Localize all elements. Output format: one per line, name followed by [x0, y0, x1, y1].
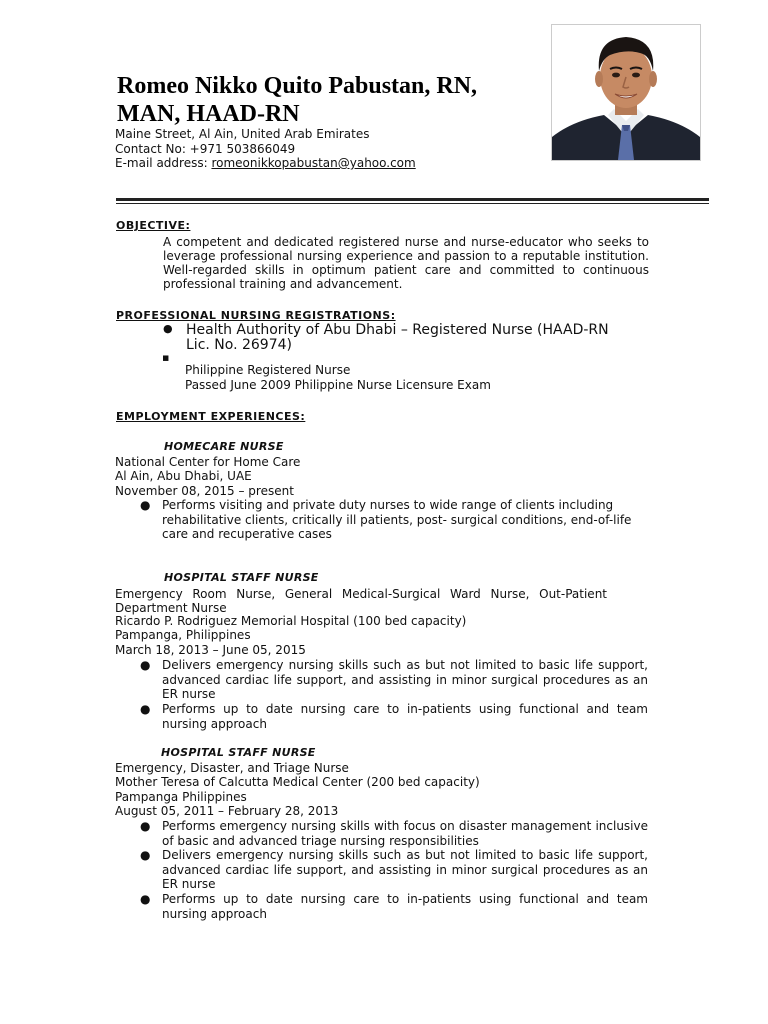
- email-row: [115, 156, 416, 171]
- header-divider-thin: [116, 203, 709, 204]
- address: Maine Street, Al Ain, United Arab Emirates: [115, 127, 370, 141]
- job3-duty-3-text: Performs up to date nursing care to in-patients using functional and team nursing approach: [162, 892, 648, 921]
- job3-title: HOSPITAL STAFF NURSE: [161, 746, 316, 759]
- job3-duty-2-text: Delivers emergency nursing skills such as but not limited to basic life support, advanced cardiac life support, and assisting in minor surgical procedures as an ER nurse: [162, 848, 648, 891]
- bullet-dot: ●: [140, 892, 151, 906]
- registration-prc-detail: Passed June 2009 Philippine Nurse Licensure Exam: [185, 378, 491, 392]
- bullet-dot: ●: [140, 848, 151, 862]
- name-line-2: MAN, HAAD-RN: [117, 101, 300, 127]
- job2-employer: Ricardo P. Rodriguez Memorial Hospital (100 bed capacity): [115, 614, 467, 628]
- job2-duty-2-text: Performs up to date nursing care to in-patients using functional and team nursing approach: [162, 702, 648, 731]
- employment-heading: EMPLOYMENT EXPERIENCES:: [116, 410, 306, 423]
- job2-duty-1: [140, 658, 648, 702]
- profile-photo-image: [552, 25, 700, 160]
- job1-dates: November 08, 2015 – present: [115, 484, 294, 498]
- job3-role: Emergency, Disaster, and Triage Nurse: [115, 761, 349, 775]
- email-link[interactable]: romeonikkopabustan@yahoo.com: [211, 156, 416, 170]
- job2-title: HOSPITAL STAFF NURSE: [164, 571, 319, 584]
- job2-location: Pampanga, Philippines: [115, 628, 251, 642]
- profile-photo: [551, 24, 701, 161]
- job1-location: Al Ain, Abu Dhabi, UAE: [115, 469, 252, 483]
- header-divider-thick: [116, 198, 709, 201]
- registration-bullet-1: ●: [163, 322, 173, 335]
- job2-role: Emergency Room Nurse, General Medical-Surgical Ward Nurse, Out-Patient Department Nurse: [115, 587, 607, 615]
- registration-item-haad: Health Authority of Abu Dhabi – Registered Nurse (HAAD-RN Lic. No. 26974): [186, 322, 609, 353]
- contact-block: [115, 127, 416, 171]
- registration-bullet-2: ▪: [162, 351, 170, 364]
- candidate-name: [117, 72, 537, 128]
- job1-duty-1: [140, 498, 640, 542]
- job2-dates: March 18, 2013 – June 05, 2015: [115, 643, 306, 657]
- job3-location: Pampanga Philippines: [115, 790, 247, 804]
- job1-employer: National Center for Home Care: [115, 455, 301, 469]
- bullet-dot: ●: [140, 658, 151, 672]
- job1-duty-1-text: Performs visiting and private duty nurses to wide range of clients including rehabilitative clients, critically ill patients, post- surgical conditions, end-of-life care and recuperative cases: [162, 498, 632, 541]
- contact-number: Contact No: +971 503866049: [115, 141, 296, 156]
- job2-duty-1-text: Delivers emergency nursing skills such as but not limited to basic life support, advanced cardiac life support, and assisting in minor surgical procedures as an ER nurse: [162, 658, 648, 701]
- email-label: E-mail address:: [115, 156, 212, 170]
- registration-item-prc: [185, 363, 491, 393]
- job3-employer: Mother Teresa of Calcutta Medical Center (200 bed capacity): [115, 775, 480, 789]
- bullet-dot: ●: [140, 702, 151, 716]
- job1-title: HOMECARE NURSE: [164, 440, 284, 453]
- job3-dates: August 05, 2011 – February 28, 2013: [115, 804, 339, 818]
- job3-duty-3: [140, 892, 648, 921]
- registration-prc-title: Philippine Registered Nurse: [185, 363, 351, 377]
- bullet-dot: ●: [140, 498, 151, 512]
- name-line-1: Romeo Nikko Quito Pabustan, RN,: [117, 73, 478, 99]
- job3-duty-2: [140, 848, 648, 892]
- objective-text: A competent and dedicated registered nurse and nurse-educator who seeks to leverage professional nursing experience and passion to a reputable institution. Well-regarded skills in optimum patient care and committed to continuous professional training and advancement.: [163, 235, 649, 291]
- job2-duty-2: [140, 702, 648, 731]
- job3-duty-1: [140, 819, 648, 848]
- bullet-dot: ●: [140, 819, 151, 833]
- objective-heading: OBJECTIVE:: [116, 219, 191, 232]
- registrations-heading: PROFESSIONAL NURSING REGISTRATIONS:: [116, 309, 396, 322]
- job3-duty-1-text: Performs emergency nursing skills with focus on disaster management inclusive of basic and advanced triage nursing responsibilities: [162, 819, 648, 848]
